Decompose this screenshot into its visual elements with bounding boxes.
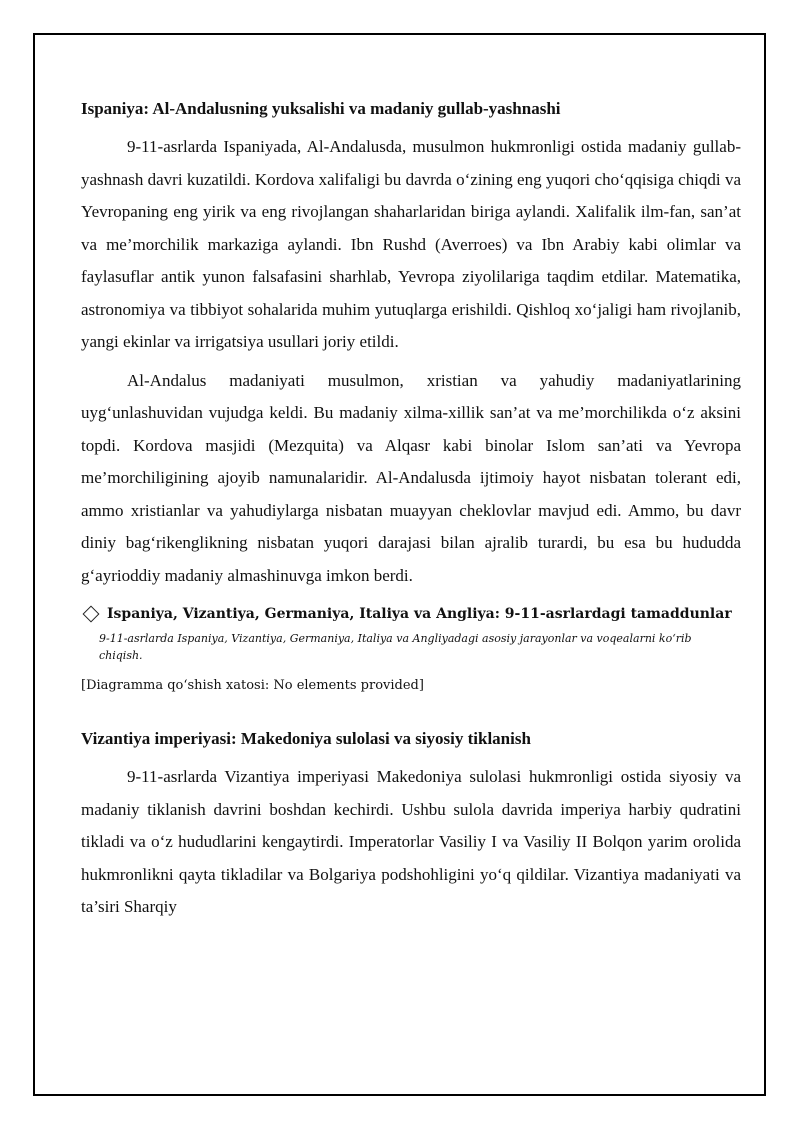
section-heading-spain: Ispaniya: Al-Andalusning yuksalishi va madaniy gullab-yashnashi [81, 99, 561, 118]
diamond-icon [83, 606, 100, 623]
paragraph: 9-11-asrlarda Ispaniyada, Al-Andalusda, musulmon hukmronligi ostida madaniy gullab-yashnash davri kuzatildi. Kordova xalifaligi bu davrda o‘zining eng yuqori cho‘qqisiga chiqdi va Yevropaning eng yirik va eng rivojlangan shaharlaridan biriga aylandi. Xalifalik ilm-fan, san’at va me’morchilik markaziga aylandi. Ibn Rushd (Averroes) va Ibn Arabiy kabi olimlar va faylasuflar antik yunon falsafasini sharhlab, Yevropa ziyolilariga taqdim etdilar. Matematika, astronomiya va tibbiyot sohalarida muhim yutuqlarga erishildi. Qishloq xo‘jaligi ham rivojlanib, yangi ekinlar va irrigatsiya usullari joriy etildi. [81, 137, 741, 351]
paragraph: Al-Andalus madaniyati musulmon, xristian va yahudiy madaniyatlarining uyg‘unlashuvidan vujudga keldi. Bu madaniy xilma-xillik san’at va me’morchilikda o‘z aksini topdi. Kordova masjidi (Mezquita) va Alqasr kabi binolar Islom san’ati va Yevropa me’morchiligining ajoyib namunalaridir. Al-Andalusda ijtimoiy hayot nisbatan tolerant edi, ammo xristianlar va yahudiylarga nisbatan muayyan cheklovlar mavjud edi. Ammo, bu davr diniy bag‘rikenglikning nisbatan yuqori darajasi bilan ajralib turardi, bu esa bu hududda g‘ayrioddiy madaniy almashinuvga imkon berdi. [81, 370, 741, 585]
document-body [81, 97, 741, 930]
section-heading-byzantium: Vizantiya imperiyasi: Makedoniya sulolasi va siyosiy tiklanish [81, 729, 531, 748]
diagram-title [81, 604, 741, 624]
diagram-error-message: [Diagramma qo‘shish xatosi: No elements provided] [81, 678, 424, 693]
paragraph: 9-11-asrlarda Vizantiya imperiyasi Makedoniya sulolasi hukmronligi ostida siyosiy va madaniy tiklanish davrini boshdan kechirdi. Ushbu sulola davrida imperiya harbiy qudratini tikladi va o‘z hududlarini kengaytirdi. Imperatorlar Vasiliy I va Vasiliy II Bolqon yarim orolida hukmronlikni qayta tikladilar va Bolgariya podshohligini yo‘q qildilar. Vizantiya madaniyati va ta’siri Sharqiy [81, 767, 741, 916]
diagram-block [81, 604, 741, 695]
diagram-title-text: Ispaniya, Vizantiya, Germaniya, Italiya va Angliya: 9-11-asrlardagi tamaddunlar [107, 606, 732, 622]
diagram-caption: 9-11-asrlarda Ispaniya, Vizantiya, Germaniya, Italiya va Angliyadagi asosiy jarayonlar va voqealarni ko‘rib chiqish. [99, 632, 692, 662]
